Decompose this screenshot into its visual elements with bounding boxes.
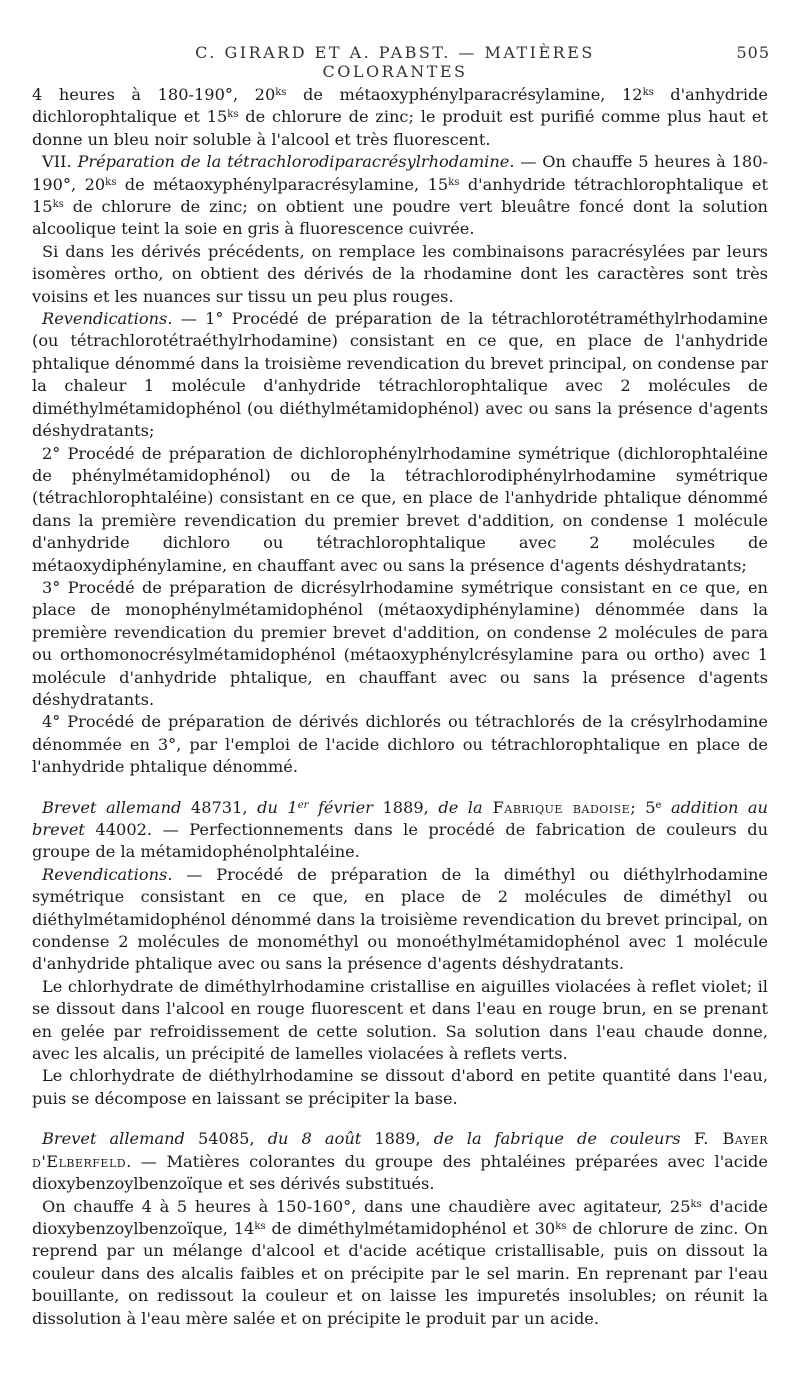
paragraph-procedure: On chauffe 4 à 5 heures à 150-160°, dans une chaudière avec agitateur, $25^{ks}$ d'acide dioxybenzoylbenzoïque, $14^{ks}$ de diméthylmétamidophénol et $30^{ks}$ de chlorure de zinc. On reprend par un mélange d'alcool et d'acide acétique cristallisable, puis on dissout la couleur dans des alcalis faibles et on précipite par le sel marin. En reprenant par l'eau bouillante, on redissout la couleur et on laisse les impuretés insolubles; on réunit la dissolution à l'eau mère salée et on précipite le produit par un acide.: [32, 1196, 769, 1328]
claims-label: Revendications.: [42, 309, 173, 329]
patent-heading-48731: Brevet allemand 48731, du 1er février 1889, de la Fabrique badoise; 5e addition au brevet 44002. — Perfectionnements dans le procédé de fabrication de couleurs du groupe de la métamidophénolphtaléine.: [32, 797, 768, 862]
paragraph-vii: VII. Préparation de la tétrachlorodiparacrésylrhodamine. — On chauffe 5 heures à 180-190°, $20^{ks}$ de métaoxyphénylparacrésylamine, $15^{ks}$ d'anhydride tétrachlorophtalique et $15^{ks}$ de chlorure de zinc; on obtient une poudre vert bleuâtre foncé dont la solution alcoolique teint la soie en gris à fluorescence cuivrée.: [32, 152, 768, 239]
paragraph-vi-continuation: 4 heures à 180-190°, $20^{ks}$ de métaoxyphénylparacrésylamine, $12^{ks}$ d'anhydride dichlorophtalique et $15^{ks}$ de chlorure de zinc; le produit est purifié comme plus haut et donne un bleu noir soluble à l'alcool et très fluorescent.: [32, 85, 768, 149]
paragraph-claims-1: Revendications. — 1° Procédé de préparation de la tétrachlorotétraméthylrhodamine (ou tétrachlorotétraéthylrhodamine) consistant en ce que, en place de l'anhydride phtalique dénommé dans la troisième revendication du brevet principal, on condense par la chaleur 1 molécule d'anhydride tétrachlorophtalique avec 2 molécules de diméthylmétamidophénol (ou diéthylmétamidophénol) avec ou sans la présence d'agents déshydratants;: [32, 309, 768, 441]
paragraph-dimethyl: Le chlorhydrate de diméthylrhodamine cristallise en aiguilles violacées à reflet violet; il se dissout dans l'alcool en rouge fluorescent et dans l'eau en rouge brun, en se prenant en gelée par refroidissement de cette solution. Sa solution dans l'eau chaude donne, avec les alcalis, un précipité de lamelles violacées à reflets verts.: [32, 976, 768, 1064]
section-title: Préparation de la tétrachlorodiparacrésylrhodamine.: [77, 152, 515, 172]
paragraph-claims-3: 3° Procédé de préparation de dicrésylrhodamine symétrique consistant en ce que, en place de monophénylmétamidophénol (métaoxydiphénylamine) dénommée dans la première revendication du premier brevet d'addition, on condense 2 molécules de para ou orthomonocrésylmétamidophénol (métaoxyphénylcrésylamine para ou ortho) avec 1 molécule d'anhydride phtalique, en chauffant avec ou sans la présence d'agents déshydratants.: [32, 577, 768, 709]
paragraph-claims-48731: Revendications. — Procédé de préparation de la diméthyl ou diéthylrhodamine symétrique consistant en ce que, en place de 2 molécules de diméthyl ou diéthylmétamidophénol dénommé dans la troisième revendication du brevet principal, on condense 2 molécules de monométhyl ou monoéthylmétamidophénol avec 1 molécule d'anhydride phtalique avec ou sans la présence d'agents déshydratants.: [32, 864, 768, 974]
section-gap: [32, 779, 768, 797]
paragraph-diethyl: Le chlorhydrate de diéthylrhodamine se dissout d'abord en petite quantité dans l'eau, puis se décompose en laissant se précipiter la base.: [32, 1066, 768, 1108]
claims-label: Revendications.: [42, 864, 173, 884]
paragraph-claims-4: 4° Procédé de préparation de dérivés dichlorés ou tétrachlorés de la crésylrhodamine dénommée en 3°, par l'emploi de l'acide dichloro ou tétrachlorophtalique en place de l'anhydride phtalique dénommé.: [32, 712, 768, 777]
paragraph-isomers: Si dans les dérivés précédents, on remplace les combinaisons paracrésylées par leurs isomères ortho, on obtient des dérivés de la rhodamine dont les caractères sont très voisins et les nuances sur tissu un peu plus rouges.: [32, 241, 768, 306]
section-gap: [32, 1110, 768, 1128]
paragraph-claims-2: 2° Procédé de préparation de dichlorophénylrhodamine symétrique (dichlorophtaléine de phénylmétamidophénol) ou de la tétrachlorodiphénylrhodamine symétrique (tétrachlorophtaléine) consistant en ce que, en place de l'anhydride phtalique dénommé dans la première revendication du premier brevet d'addition, on condense 1 molécule d'anhydride dichloro ou tétrachlorophtalique avec 2 molécules de métaoxydiphénylamine, en chauffant avec ou sans la présence d'agents déshydratants;: [32, 443, 768, 575]
page-number: 505: [736, 43, 770, 62]
body-text: [32, 84, 768, 1330]
running-head: C. GIRARD ET A. PABST. — MATIÈRES COLORANTES: [195, 43, 595, 81]
patent-heading-54085: Brevet allemand 54085, du 8 août 1889, de la fabrique de couleurs F. Bayer d'Elberfeld. — Matières colorantes du groupe des phtaléines préparées avec l'acide dioxybenzoylbenzoïque et ses dérivés substitués.: [32, 1129, 768, 1194]
